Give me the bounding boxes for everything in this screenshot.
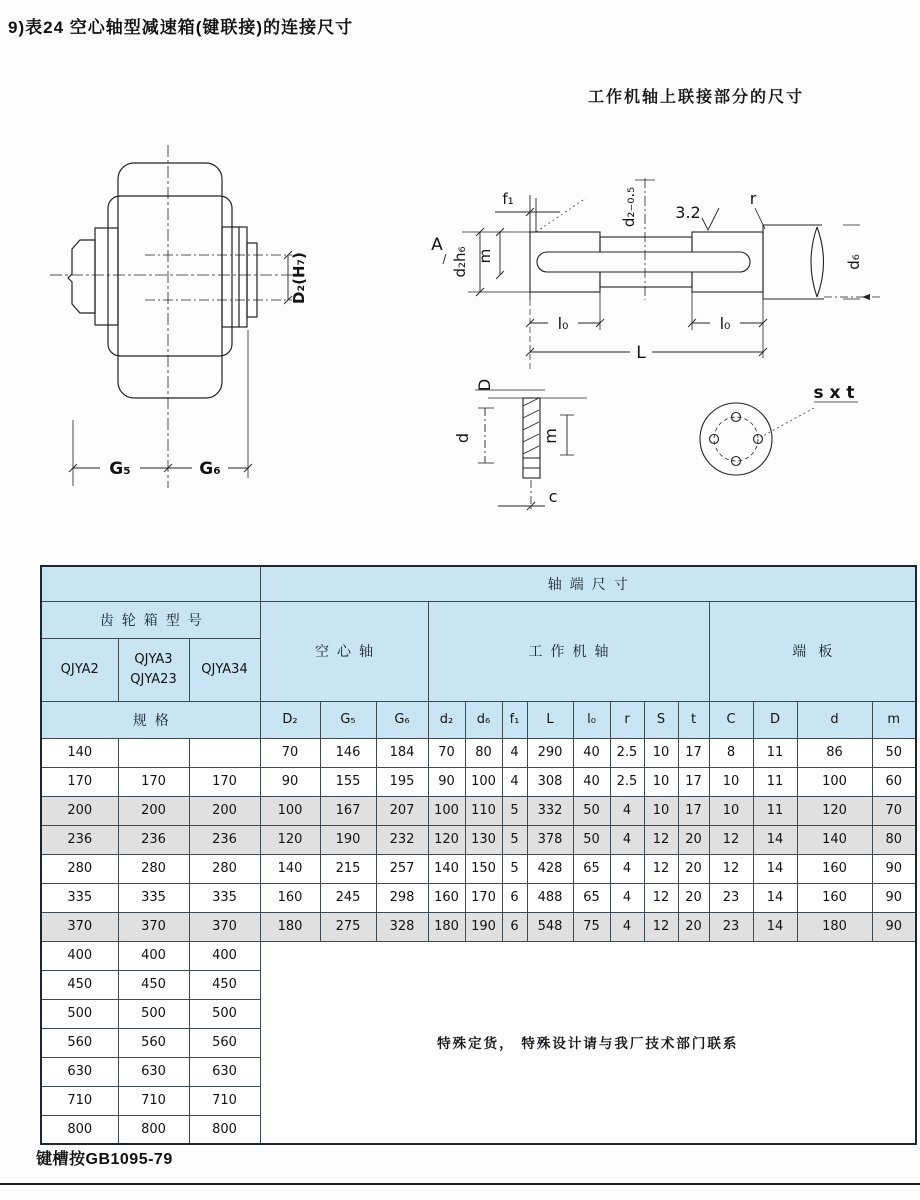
value-cell: 12 (644, 825, 678, 854)
plate-m-label: m (541, 428, 560, 444)
end-plate-side-view (453, 379, 587, 512)
value-cell: 184 (376, 738, 428, 767)
value-cell: 65 (573, 854, 610, 883)
model-header-qjya3-qjya23 (118, 638, 189, 701)
value-cell: 120 (428, 825, 465, 854)
model-cell: 335 (118, 883, 189, 912)
model-cell: 710 (41, 1086, 118, 1115)
model-cell: 500 (41, 999, 118, 1028)
value-cell: 75 (573, 912, 610, 941)
value-cell: 4 (610, 854, 644, 883)
plate-bore-label: d (453, 432, 472, 444)
hollow-shaft-block (222, 227, 247, 327)
value-cell: 40 (573, 767, 610, 796)
page-title: 9)表24 空心轴型减速箱(键联接)的连接尺寸 (8, 18, 354, 37)
value-cell: 60 (872, 767, 916, 796)
hollow-shaft-plate (247, 243, 257, 317)
dim-header: l₀ (573, 701, 610, 738)
model-cell: 560 (41, 1028, 118, 1057)
f1-label: f₁ (502, 190, 514, 208)
model-cell: 400 (189, 941, 260, 970)
value-cell: 275 (320, 912, 376, 941)
model-cell: 560 (189, 1028, 260, 1057)
model-cell: 200 (118, 796, 189, 825)
value-cell: 428 (527, 854, 573, 883)
value-cell: 12 (709, 854, 753, 883)
dim-header: m (872, 701, 916, 738)
value-cell: 180 (797, 912, 872, 941)
shaft-end-group-header: 轴端尺寸 (260, 566, 916, 601)
g6-dimension-label: G₆ (199, 459, 221, 479)
value-cell: 5 (502, 796, 527, 825)
value-cell: 4 (610, 796, 644, 825)
value-cell: 140 (428, 854, 465, 883)
value-cell: 65 (573, 883, 610, 912)
model-cell: 370 (189, 912, 260, 941)
break-line (811, 227, 824, 297)
model-cell: 280 (41, 854, 118, 883)
value-cell: 150 (465, 854, 502, 883)
section-a-label: A (431, 235, 443, 255)
model-cell: 236 (41, 825, 118, 854)
special-order-note: 特殊定货， 特殊设计请与我厂技术部门联系 (260, 941, 916, 1144)
model-cell: 800 (189, 1115, 260, 1144)
value-cell: 120 (260, 825, 320, 854)
value-cell: 23 (709, 883, 753, 912)
value-cell: 14 (753, 883, 797, 912)
gearbox-section-view (40, 130, 370, 520)
keyway-depth-label: m (476, 248, 494, 264)
value-cell: 6 (502, 912, 527, 941)
value-cell: 160 (260, 883, 320, 912)
model-cell: 370 (41, 912, 118, 941)
value-cell: 308 (527, 767, 573, 796)
shaft-drawing (410, 140, 920, 540)
value-cell: 12 (644, 912, 678, 941)
model-cell: 500 (118, 999, 189, 1028)
empty-corner-cell (41, 566, 260, 601)
value-cell: 80 (465, 738, 502, 767)
dim-header: L (527, 701, 573, 738)
value-cell: 328 (376, 912, 428, 941)
value-cell: 70 (872, 796, 916, 825)
connection-table (40, 565, 917, 1145)
value-cell: 5 (502, 825, 527, 854)
value-cell: 378 (527, 825, 573, 854)
value-cell: 10 (709, 796, 753, 825)
input-boss-flange (95, 228, 118, 325)
plate-outer-dia-label: D (475, 378, 494, 392)
value-cell: 290 (527, 738, 573, 767)
model-cell: 450 (118, 970, 189, 999)
table-row (41, 767, 916, 796)
value-cell: 14 (753, 912, 797, 941)
right-diagram-title: 工作机轴上联接部分的尺寸 (588, 89, 805, 106)
bolt-holes-label: s x t (813, 383, 855, 403)
fillet-radius-label: r (749, 189, 757, 208)
model-cell: 710 (118, 1086, 189, 1115)
value-cell: 140 (260, 854, 320, 883)
value-cell: 90 (260, 767, 320, 796)
value-cell: 20 (678, 912, 709, 941)
value-cell: 6 (502, 883, 527, 912)
input-boss (68, 240, 95, 313)
value-cell: 70 (260, 738, 320, 767)
table-row (41, 941, 916, 970)
dim-header: G₅ (320, 701, 376, 738)
value-cell: 170 (465, 883, 502, 912)
value-cell: 195 (376, 767, 428, 796)
model-cell: 560 (118, 1028, 189, 1057)
value-cell: 4 (610, 825, 644, 854)
model-cell: 400 (41, 941, 118, 970)
dim-header: D (753, 701, 797, 738)
model-cell: 170 (41, 767, 118, 796)
model-cell: 236 (118, 825, 189, 854)
l0-left-label: l₀ (557, 314, 569, 333)
value-cell: 14 (753, 825, 797, 854)
value-cell: 23 (709, 912, 753, 941)
value-cell: 257 (376, 854, 428, 883)
l0-right-label: l₀ (719, 314, 731, 333)
gearbox-mid-body (108, 196, 232, 356)
model-cell: 800 (41, 1115, 118, 1144)
value-cell: 332 (527, 796, 573, 825)
dim-header: r (610, 701, 644, 738)
value-cell: 10 (644, 738, 678, 767)
value-cell: 155 (320, 767, 376, 796)
table-row (41, 825, 916, 854)
value-cell: 100 (428, 796, 465, 825)
value-cell: 2.5 (610, 738, 644, 767)
model-cell: 630 (189, 1057, 260, 1086)
value-cell: 232 (376, 825, 428, 854)
value-cell: 70 (428, 738, 465, 767)
d2-tolerance-label: d₂₋₀.₅ (620, 186, 638, 228)
dimension-header-row (41, 701, 916, 738)
model-cell: 200 (41, 796, 118, 825)
value-cell: 90 (428, 767, 465, 796)
model-cell: 370 (118, 912, 189, 941)
value-cell: 50 (573, 825, 610, 854)
value-cell: 207 (376, 796, 428, 825)
value-cell: 90 (872, 912, 916, 941)
model-cell: 170 (118, 767, 189, 796)
value-cell: 180 (260, 912, 320, 941)
spec-header: 规格 (41, 701, 260, 738)
value-cell: 86 (797, 738, 872, 767)
value-cell: 100 (260, 796, 320, 825)
value-cell: 4 (610, 883, 644, 912)
value-cell: 160 (797, 883, 872, 912)
dim-header: S (644, 701, 678, 738)
value-cell: 20 (678, 883, 709, 912)
value-cell: 90 (872, 883, 916, 912)
model-cell: 280 (118, 854, 189, 883)
table-row (41, 796, 916, 825)
value-cell: 167 (320, 796, 376, 825)
value-cell: 14 (753, 854, 797, 883)
model-cell: 335 (41, 883, 118, 912)
model-cell (189, 738, 260, 767)
value-cell: 8 (709, 738, 753, 767)
end-plate-group-header: 端板 (709, 601, 916, 701)
model-cell: 335 (189, 883, 260, 912)
value-cell: 100 (465, 767, 502, 796)
table-row (41, 854, 916, 883)
roughness-icon (702, 208, 719, 230)
model-cell: 500 (189, 999, 260, 1028)
value-cell: 245 (320, 883, 376, 912)
model-header-line: QJYA23 (130, 671, 177, 687)
value-cell: 40 (573, 738, 610, 767)
value-cell: 160 (797, 854, 872, 883)
model-cell: 170 (189, 767, 260, 796)
model-cell: 450 (189, 970, 260, 999)
model-header-qjya2: QJYA2 (41, 638, 118, 701)
value-cell: 80 (872, 825, 916, 854)
footnote: 键槽按GB1095-79 (36, 1151, 173, 1168)
model-cell (118, 738, 189, 767)
value-cell: 50 (573, 796, 610, 825)
model-cell: 710 (189, 1086, 260, 1115)
dim-header: d₆ (465, 701, 502, 738)
gearbox-casing (118, 163, 222, 398)
hollow-shaft-group-header: 空心轴 (260, 601, 428, 701)
model-header-qjya34: QJYA34 (189, 638, 260, 701)
value-cell: 2.5 (610, 767, 644, 796)
model-cell: 450 (41, 970, 118, 999)
model-cell: 400 (118, 941, 189, 970)
model-header-line: QJYA3 (134, 652, 173, 667)
value-cell: 4 (610, 912, 644, 941)
value-cell: 160 (428, 883, 465, 912)
work-shaft-group-header: 工作机轴 (428, 601, 709, 701)
value-cell: 190 (465, 912, 502, 941)
dim-header: t (678, 701, 709, 738)
value-cell: 140 (797, 825, 872, 854)
model-cell: 200 (189, 796, 260, 825)
shaft-length-label: L (636, 343, 646, 363)
dim-header: G₆ (376, 701, 428, 738)
value-cell: 11 (753, 738, 797, 767)
table-row (41, 912, 916, 941)
dim-header: d₂ (428, 701, 465, 738)
value-cell: 215 (320, 854, 376, 883)
dim-header: f₁ (502, 701, 527, 738)
model-cell: 630 (118, 1057, 189, 1086)
table-body (41, 738, 916, 1144)
bore-dimension-label: D₂(H₇) (290, 252, 308, 304)
value-cell: 17 (678, 796, 709, 825)
gearbox-model-header: 齿轮箱型号 (41, 601, 260, 638)
value-cell: 20 (678, 854, 709, 883)
value-cell: 488 (527, 883, 573, 912)
value-cell: 12 (644, 854, 678, 883)
model-cell: 280 (189, 854, 260, 883)
model-cell: 800 (118, 1115, 189, 1144)
table-row (41, 883, 916, 912)
value-cell: 10 (644, 767, 678, 796)
value-cell: 120 (797, 796, 872, 825)
value-cell: 548 (527, 912, 573, 941)
dim-header: D₂ (260, 701, 320, 738)
value-cell: 4 (502, 767, 527, 796)
value-cell: 146 (320, 738, 376, 767)
value-cell: 4 (502, 738, 527, 767)
d6-label: d₆ (845, 254, 863, 270)
value-cell: 298 (376, 883, 428, 912)
value-cell: 130 (465, 825, 502, 854)
table-row (41, 738, 916, 767)
value-cell: 50 (872, 738, 916, 767)
dim-header: C (709, 701, 753, 738)
model-cell: 236 (189, 825, 260, 854)
value-cell: 11 (753, 767, 797, 796)
value-cell: 90 (872, 854, 916, 883)
value-cell: 20 (678, 825, 709, 854)
value-cell: 100 (797, 767, 872, 796)
value-cell: 110 (465, 796, 502, 825)
value-cell: 17 (678, 767, 709, 796)
bottom-rule (0, 1183, 920, 1185)
model-cell: 630 (41, 1057, 118, 1086)
value-cell: 10 (644, 796, 678, 825)
value-cell: 5 (502, 854, 527, 883)
model-cell: 140 (41, 738, 118, 767)
value-cell: 12 (709, 825, 753, 854)
dim-header: d (797, 701, 872, 738)
g5-dimension-label: G₅ (109, 459, 131, 479)
roughness-label: 3.2 (675, 203, 701, 222)
value-cell: 17 (678, 738, 709, 767)
keyway-slot (537, 252, 750, 272)
plate-thickness-label: c (548, 487, 558, 506)
value-cell: 10 (709, 767, 753, 796)
d2h6-label: d₂h₆ (451, 246, 469, 278)
value-cell: 12 (644, 883, 678, 912)
value-cell: 11 (753, 796, 797, 825)
end-plate-front-view (700, 383, 858, 475)
value-cell: 190 (320, 825, 376, 854)
value-cell: 180 (428, 912, 465, 941)
